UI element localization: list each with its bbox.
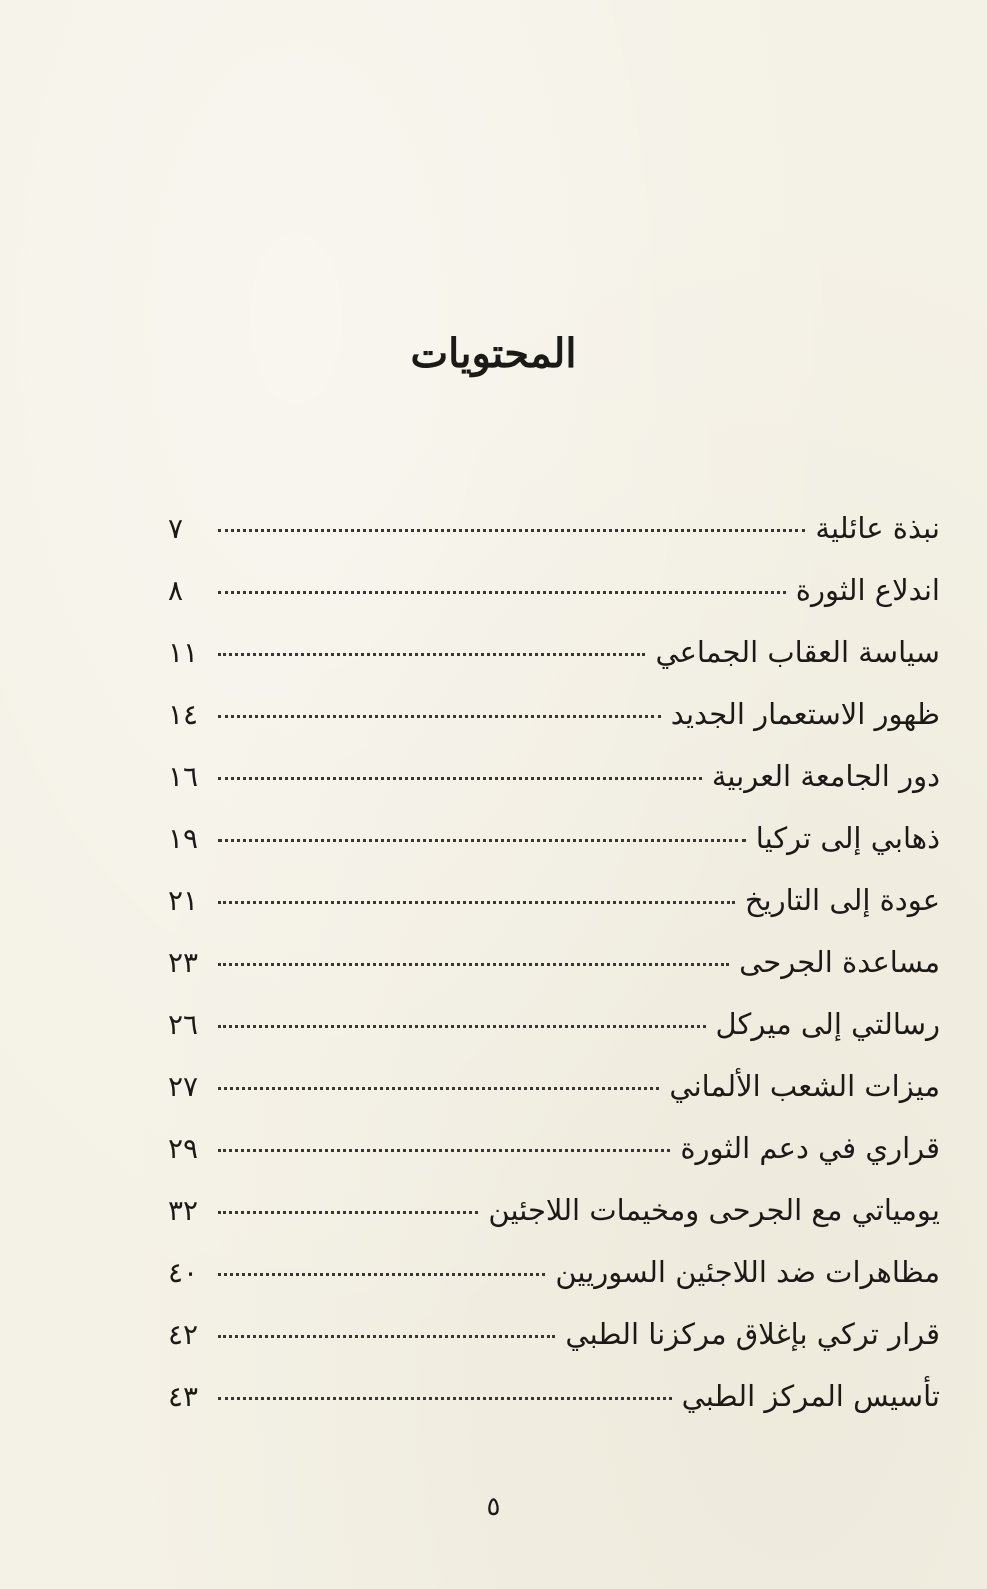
toc-entry-page: ٣٢ — [168, 1194, 199, 1227]
toc-entry-title: قرار تركي بإغلاق مركزنا الطبي — [565, 1317, 940, 1351]
dot-leader — [218, 1025, 706, 1028]
toc-entry-title: عودة إلى التاريخ — [744, 883, 940, 917]
toc-entry — [168, 1066, 940, 1128]
toc-entry — [168, 570, 940, 632]
toc-entry-page: ٨ — [168, 574, 184, 607]
toc-entry-page: ٢٧ — [168, 1070, 199, 1103]
dot-leader — [218, 1211, 478, 1214]
toc-entry-title: سياسة العقاب الجماعي — [655, 635, 940, 669]
page-number: ٥ — [486, 1492, 501, 1522]
page-title: المحتويات — [410, 330, 577, 377]
toc-entry — [168, 818, 940, 880]
dot-leader — [218, 1273, 545, 1276]
toc-entry-page: ٢١ — [168, 884, 199, 917]
dot-leader — [218, 1397, 672, 1400]
dot-leader — [218, 963, 729, 966]
toc-entry-page: ٧ — [168, 512, 184, 545]
toc-entry — [168, 694, 940, 756]
toc-entry-title: مساعدة الجرحى — [739, 945, 940, 979]
toc-entry-title: ذهابي إلى تركيا — [755, 821, 940, 855]
toc-entry-page: ٢٩ — [168, 1132, 199, 1165]
toc-entry-page: ٤٣ — [168, 1380, 199, 1413]
dot-leader — [218, 715, 661, 718]
toc-entry — [168, 1004, 940, 1066]
dot-leader — [218, 529, 805, 532]
dot-leader — [218, 777, 702, 780]
toc-entry-title: ظهور الاستعمار الجديد — [670, 697, 940, 731]
dot-leader — [218, 1149, 670, 1152]
toc-entry — [168, 1376, 940, 1438]
toc-entry-title: اندلاع الثورة — [795, 573, 940, 607]
toc-entry-title: رسالتي إلى ميركل — [715, 1007, 940, 1041]
toc-entry-page: ٤٢ — [168, 1318, 199, 1351]
toc-entry — [168, 1128, 940, 1190]
toc-entry-title: قراري في دعم الثورة — [680, 1131, 940, 1165]
toc-entry — [168, 632, 940, 694]
toc-entry-title: نبذة عائلية — [815, 511, 940, 545]
toc-entry — [168, 508, 940, 570]
toc-entry — [168, 880, 940, 942]
toc-entry-page: ١١ — [168, 636, 199, 669]
toc-entry-title: يومياتي مع الجرحى ومخيمات اللاجئين — [488, 1193, 940, 1227]
toc-entry-title: دور الجامعة العربية — [711, 759, 940, 793]
toc-entry-page: ٢٦ — [168, 1008, 199, 1041]
toc-entry-title: تأسيس المركز الطبي — [681, 1379, 940, 1413]
toc-entry — [168, 942, 940, 1004]
toc-entry — [168, 1314, 940, 1376]
dot-leader — [218, 653, 645, 656]
dot-leader — [218, 1335, 555, 1338]
toc-entry-page: ٢٣ — [168, 946, 199, 979]
dot-leader — [218, 1087, 659, 1090]
toc-entry-page: ١٦ — [168, 760, 199, 793]
toc-entry-title: ميزات الشعب الألماني — [669, 1069, 940, 1103]
toc-entry-title: مظاهرات ضد اللاجئين السوريين — [555, 1255, 940, 1289]
toc-entry-page: ١٤ — [168, 698, 199, 731]
toc-entry-page: ١٩ — [168, 822, 199, 855]
toc-entry — [168, 1190, 940, 1252]
dot-leader — [218, 591, 786, 594]
table-of-contents — [168, 508, 940, 1438]
dot-leader — [218, 901, 735, 904]
toc-entry-page: ٤٠ — [168, 1256, 199, 1289]
toc-entry — [168, 756, 940, 818]
dot-leader — [218, 839, 746, 842]
toc-entry — [168, 1252, 940, 1314]
